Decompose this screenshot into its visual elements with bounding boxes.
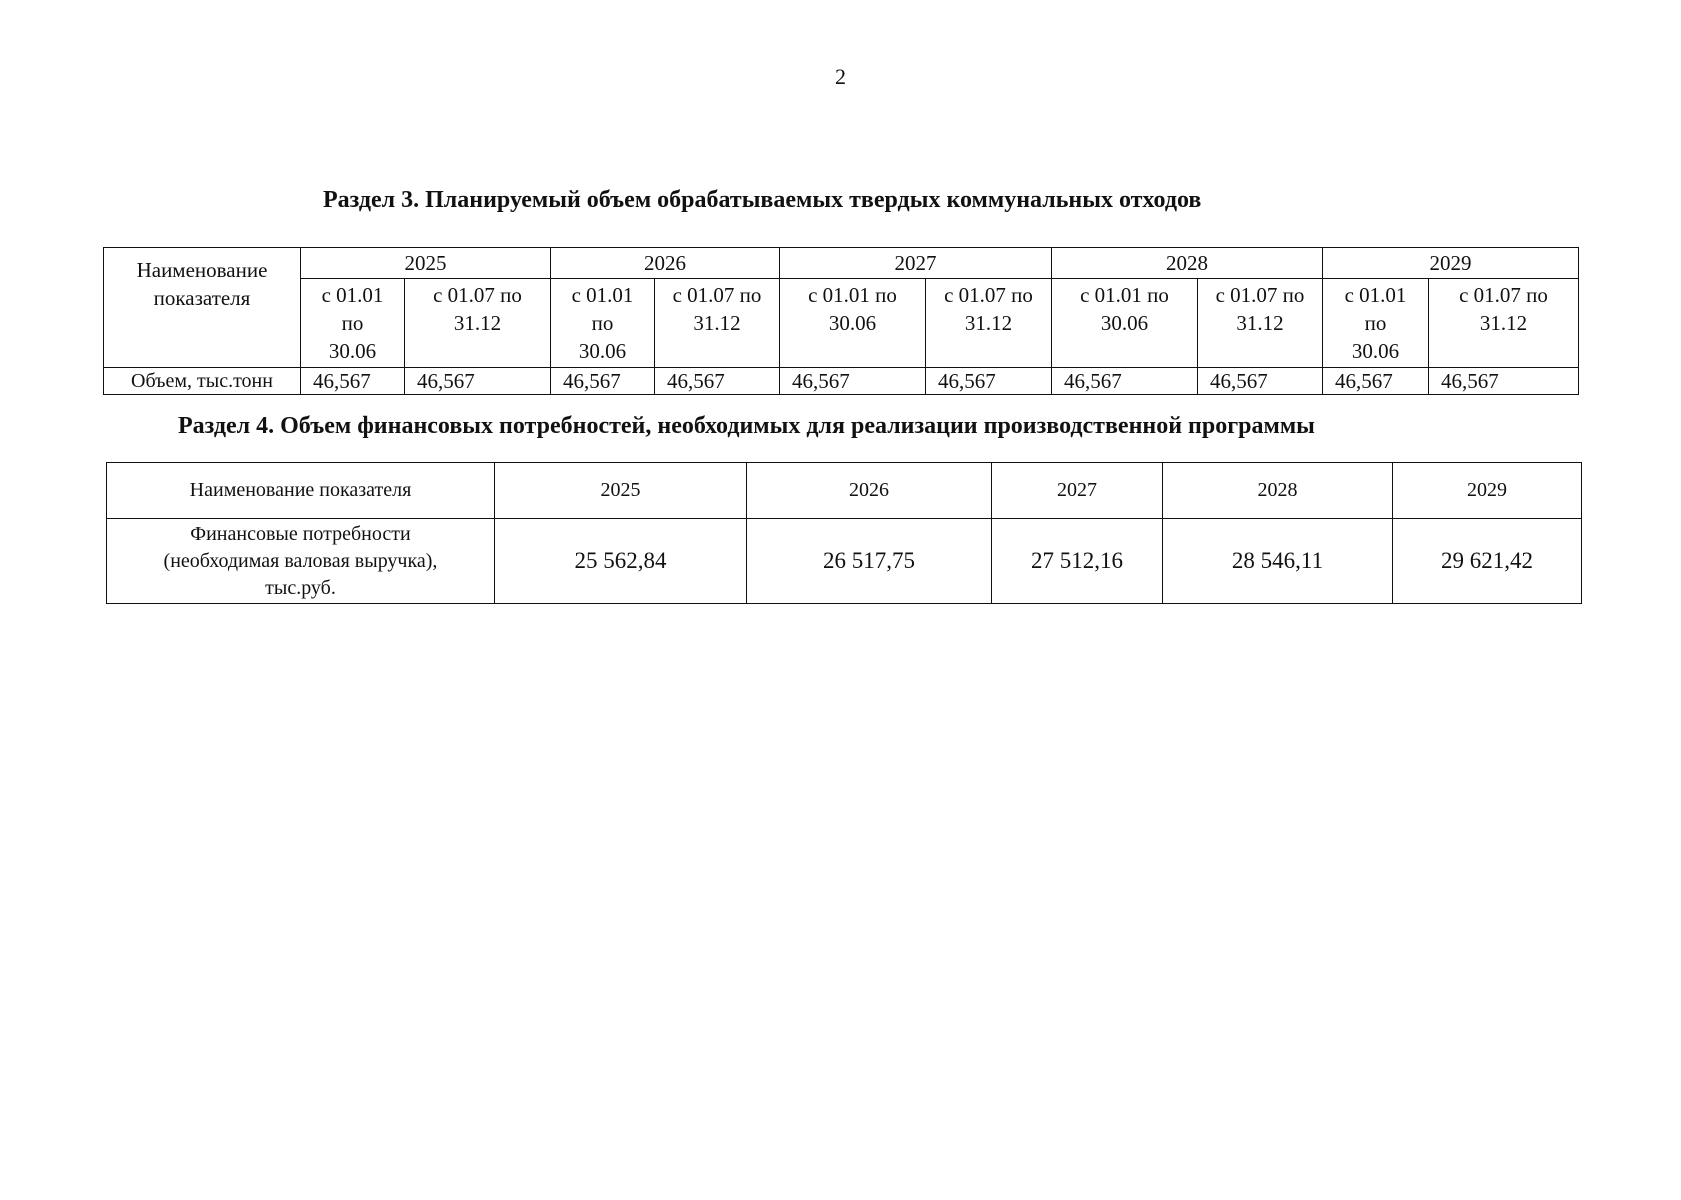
waste-volume-table <box>103 247 1579 395</box>
period-line: с 01.01 <box>1344 283 1407 307</box>
row-label-line1: Финансовые потребности <box>190 522 411 545</box>
year-header: 2025 <box>495 463 747 519</box>
financial-value: 27 512,16 <box>992 519 1163 604</box>
financial-value: 29 621,42 <box>1393 519 1582 604</box>
volume-value: 46,567 <box>780 368 926 395</box>
section-3-title: Раздел 3. Планируемый объем обрабатываемых твердых коммунальных отходов <box>323 187 1202 213</box>
indicator-header-line1: Наименование <box>136 258 268 282</box>
period-header <box>1198 279 1323 368</box>
volume-value: 46,567 <box>655 368 780 395</box>
period-line: с 01.07 по <box>672 283 762 307</box>
volume-value: 46,567 <box>1429 368 1579 395</box>
period-line: с 01.07 по <box>1459 283 1548 307</box>
year-header-row <box>104 248 1579 279</box>
period-line: 31.12 <box>1479 311 1528 335</box>
year-header: 2027 <box>780 248 1052 279</box>
year-header: 2028 <box>1052 248 1323 279</box>
row-label-line2: (необходимая валовая выручка), <box>163 549 438 572</box>
year-header: 2026 <box>551 248 780 279</box>
year-header: 2028 <box>1163 463 1393 519</box>
period-line: с 01.07 по <box>944 283 1033 307</box>
row-label-line3: тыс.руб. <box>265 576 336 599</box>
period-line: с 01.01 <box>321 283 384 307</box>
header-row <box>107 463 1582 519</box>
period-line: 31.12 <box>453 311 502 335</box>
period-line: по <box>591 311 614 335</box>
year-header: 2027 <box>992 463 1163 519</box>
period-line: с 01.07 по <box>1215 283 1305 307</box>
period-header <box>301 279 405 368</box>
volume-value: 46,567 <box>1198 368 1323 395</box>
period-line: с 01.01 по <box>1080 283 1169 307</box>
period-header <box>780 279 926 368</box>
period-line: 31.12 <box>693 311 741 335</box>
row-label: Объем, тыс.тонн <box>104 368 301 395</box>
period-header <box>1323 279 1429 368</box>
year-header: 2026 <box>747 463 992 519</box>
period-header <box>1429 279 1579 368</box>
period-header <box>551 279 655 368</box>
volume-value: 46,567 <box>301 368 405 395</box>
year-header: 2029 <box>1323 248 1579 279</box>
financial-value: 26 517,75 <box>747 519 992 604</box>
volume-value: 46,567 <box>405 368 551 395</box>
financial-value: 25 562,84 <box>495 519 747 604</box>
period-line: с 01.01 по <box>808 283 897 307</box>
period-line: с 01.07 по <box>433 283 522 307</box>
financial-needs-table <box>106 462 1582 604</box>
period-header-row <box>104 279 1579 368</box>
volume-value: 46,567 <box>1052 368 1198 395</box>
period-header <box>1052 279 1198 368</box>
row-label <box>107 519 495 604</box>
period-header <box>655 279 780 368</box>
period-line: по <box>341 311 364 335</box>
table-row <box>107 519 1582 604</box>
period-line: с 01.01 <box>571 283 634 307</box>
period-line: 30.06 <box>1351 339 1400 363</box>
table-row <box>104 368 1579 395</box>
period-line: 31.12 <box>1236 311 1284 335</box>
year-header: 2029 <box>1393 463 1582 519</box>
page-number: 2 <box>835 64 846 89</box>
period-line: 30.06 <box>578 339 627 363</box>
volume-value: 46,567 <box>926 368 1052 395</box>
period-line: по <box>1364 311 1387 335</box>
period-line: 30.06 <box>828 311 877 335</box>
period-header <box>926 279 1052 368</box>
financial-value: 28 546,11 <box>1163 519 1393 604</box>
period-line: 31.12 <box>964 311 1013 335</box>
indicator-header-line2: показателя <box>153 286 251 310</box>
period-line: 30.06 <box>328 339 377 363</box>
volume-value: 46,567 <box>1323 368 1429 395</box>
volume-value: 46,567 <box>551 368 655 395</box>
indicator-header <box>104 248 301 368</box>
period-line: 30.06 <box>1100 311 1149 335</box>
year-header: 2025 <box>301 248 551 279</box>
indicator-header: Наименование показателя <box>107 463 495 519</box>
section-4-title: Раздел 4. Объем финансовых потребностей, необходимых для реализации производственной программы <box>178 413 1315 439</box>
period-header <box>405 279 551 368</box>
